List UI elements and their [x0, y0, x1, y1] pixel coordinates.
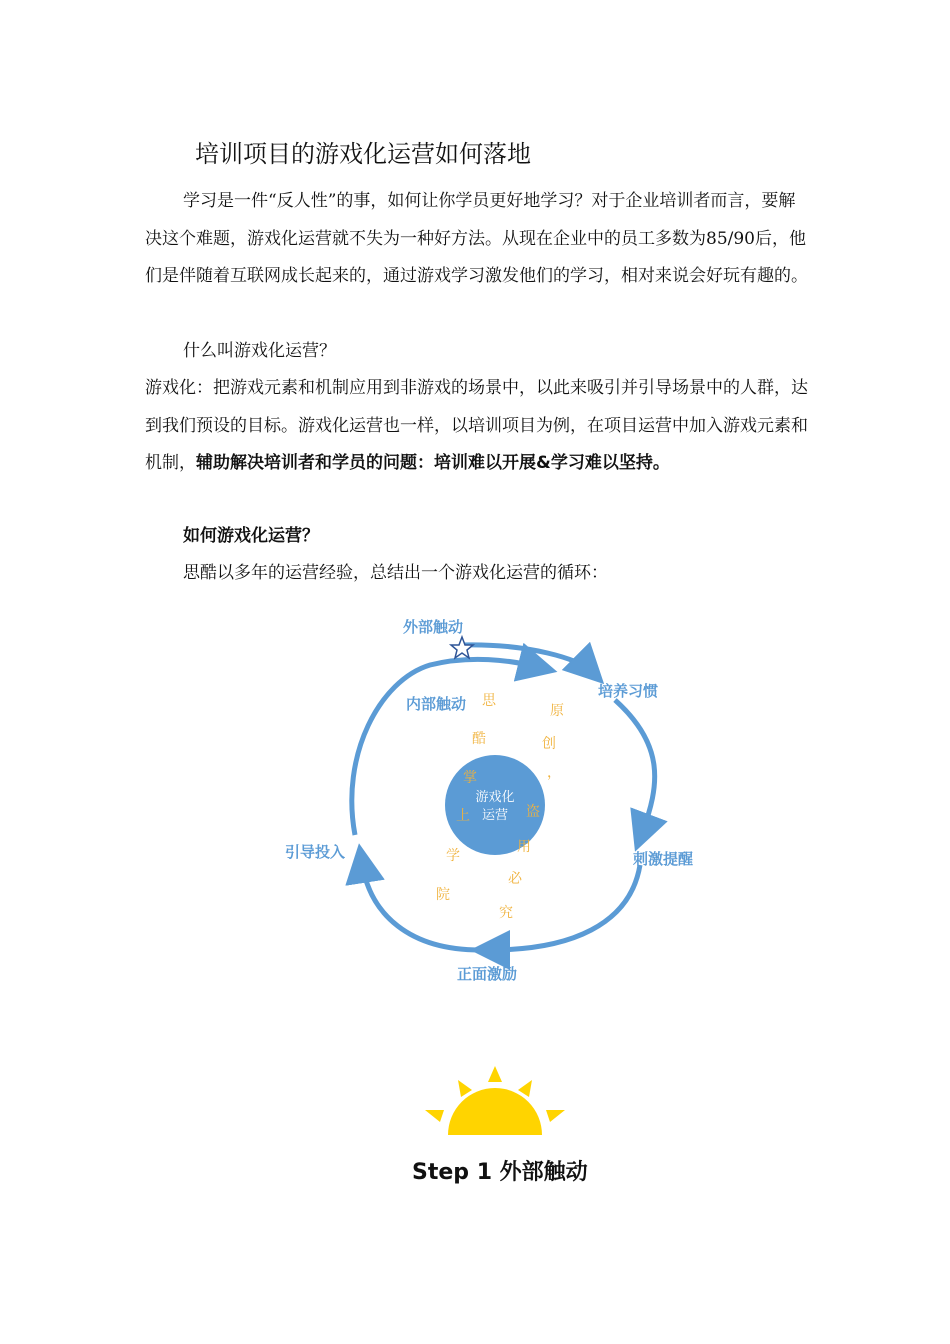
- definition-bold-text: 辅助解决培训者和学员的问题：培训难以开展&学习难以坚持。: [196, 453, 670, 473]
- motto-char: ，: [547, 765, 561, 781]
- label-positive-incentive: 正面激励: [457, 965, 518, 983]
- step-text: 外部触动: [499, 1160, 588, 1185]
- motto-char: 用: [517, 839, 531, 855]
- center-label-2: 运营: [481, 808, 509, 823]
- motto-char: 必: [508, 871, 522, 887]
- label-guide-investment: 引导投入: [285, 843, 346, 861]
- star-icon: [451, 637, 473, 658]
- motto-char: 原: [550, 703, 564, 719]
- gamification-cycle-diagram: [270, 605, 710, 995]
- label-external-trigger: 外部触动: [403, 618, 464, 636]
- intro-paragraph: 学习是一件“反人性”的事，如何让你学员更好地学习？对于企业培训者而言，要解决这个难题，游戏化运营就不失为一种好方法。从现在企业中的员工多数为85/90后，他们是伴随着互联网成长起来的，通过游戏学习激发他们的学习，相对来说会好玩有趣的。: [145, 191, 808, 286]
- definition-paragraph: [145, 370, 810, 483]
- label-internal-trigger: 内部触动: [406, 695, 467, 713]
- arc-right: [615, 700, 655, 833]
- sun-icon: [420, 1062, 570, 1140]
- page-title: 培训项目的游戏化运营如何落地: [195, 140, 531, 168]
- label-stimulus-reminder: 刺激提醒: [633, 850, 694, 868]
- motto-char: 院: [436, 887, 450, 903]
- motto-char: 思: [482, 693, 496, 709]
- motto-char: 创: [542, 736, 556, 752]
- motto-char: 究: [499, 905, 513, 921]
- motto-char: 酷: [472, 731, 486, 747]
- motto-char: 盗: [526, 804, 540, 820]
- summary-paragraph: 思酷以多年的运营经验，总结出一个游戏化运营的循环：: [183, 563, 608, 583]
- motto-char: 上: [456, 808, 470, 824]
- step-heading: [412, 1155, 588, 1186]
- motto-char: 掌: [463, 770, 477, 786]
- arc-bottom-left: [362, 863, 480, 950]
- how-heading: 如何游戏化运营？: [183, 526, 319, 546]
- motto-char: 学: [446, 848, 460, 864]
- label-build-habit: 培养习惯: [598, 682, 659, 700]
- question-heading: 什么叫游戏化运营？: [183, 341, 336, 361]
- definition-text: 游戏化：把游戏元素和机制应用到非游戏的场景中，以此来吸引并引导场景中的人群，达到我们预设的目标。游戏化运营也一样，以培训项目为例，在项目运营中加入游戏元素和机制，: [145, 378, 808, 473]
- center-label-1: 游戏化: [475, 790, 515, 805]
- step-label: Step 1: [412, 1160, 492, 1185]
